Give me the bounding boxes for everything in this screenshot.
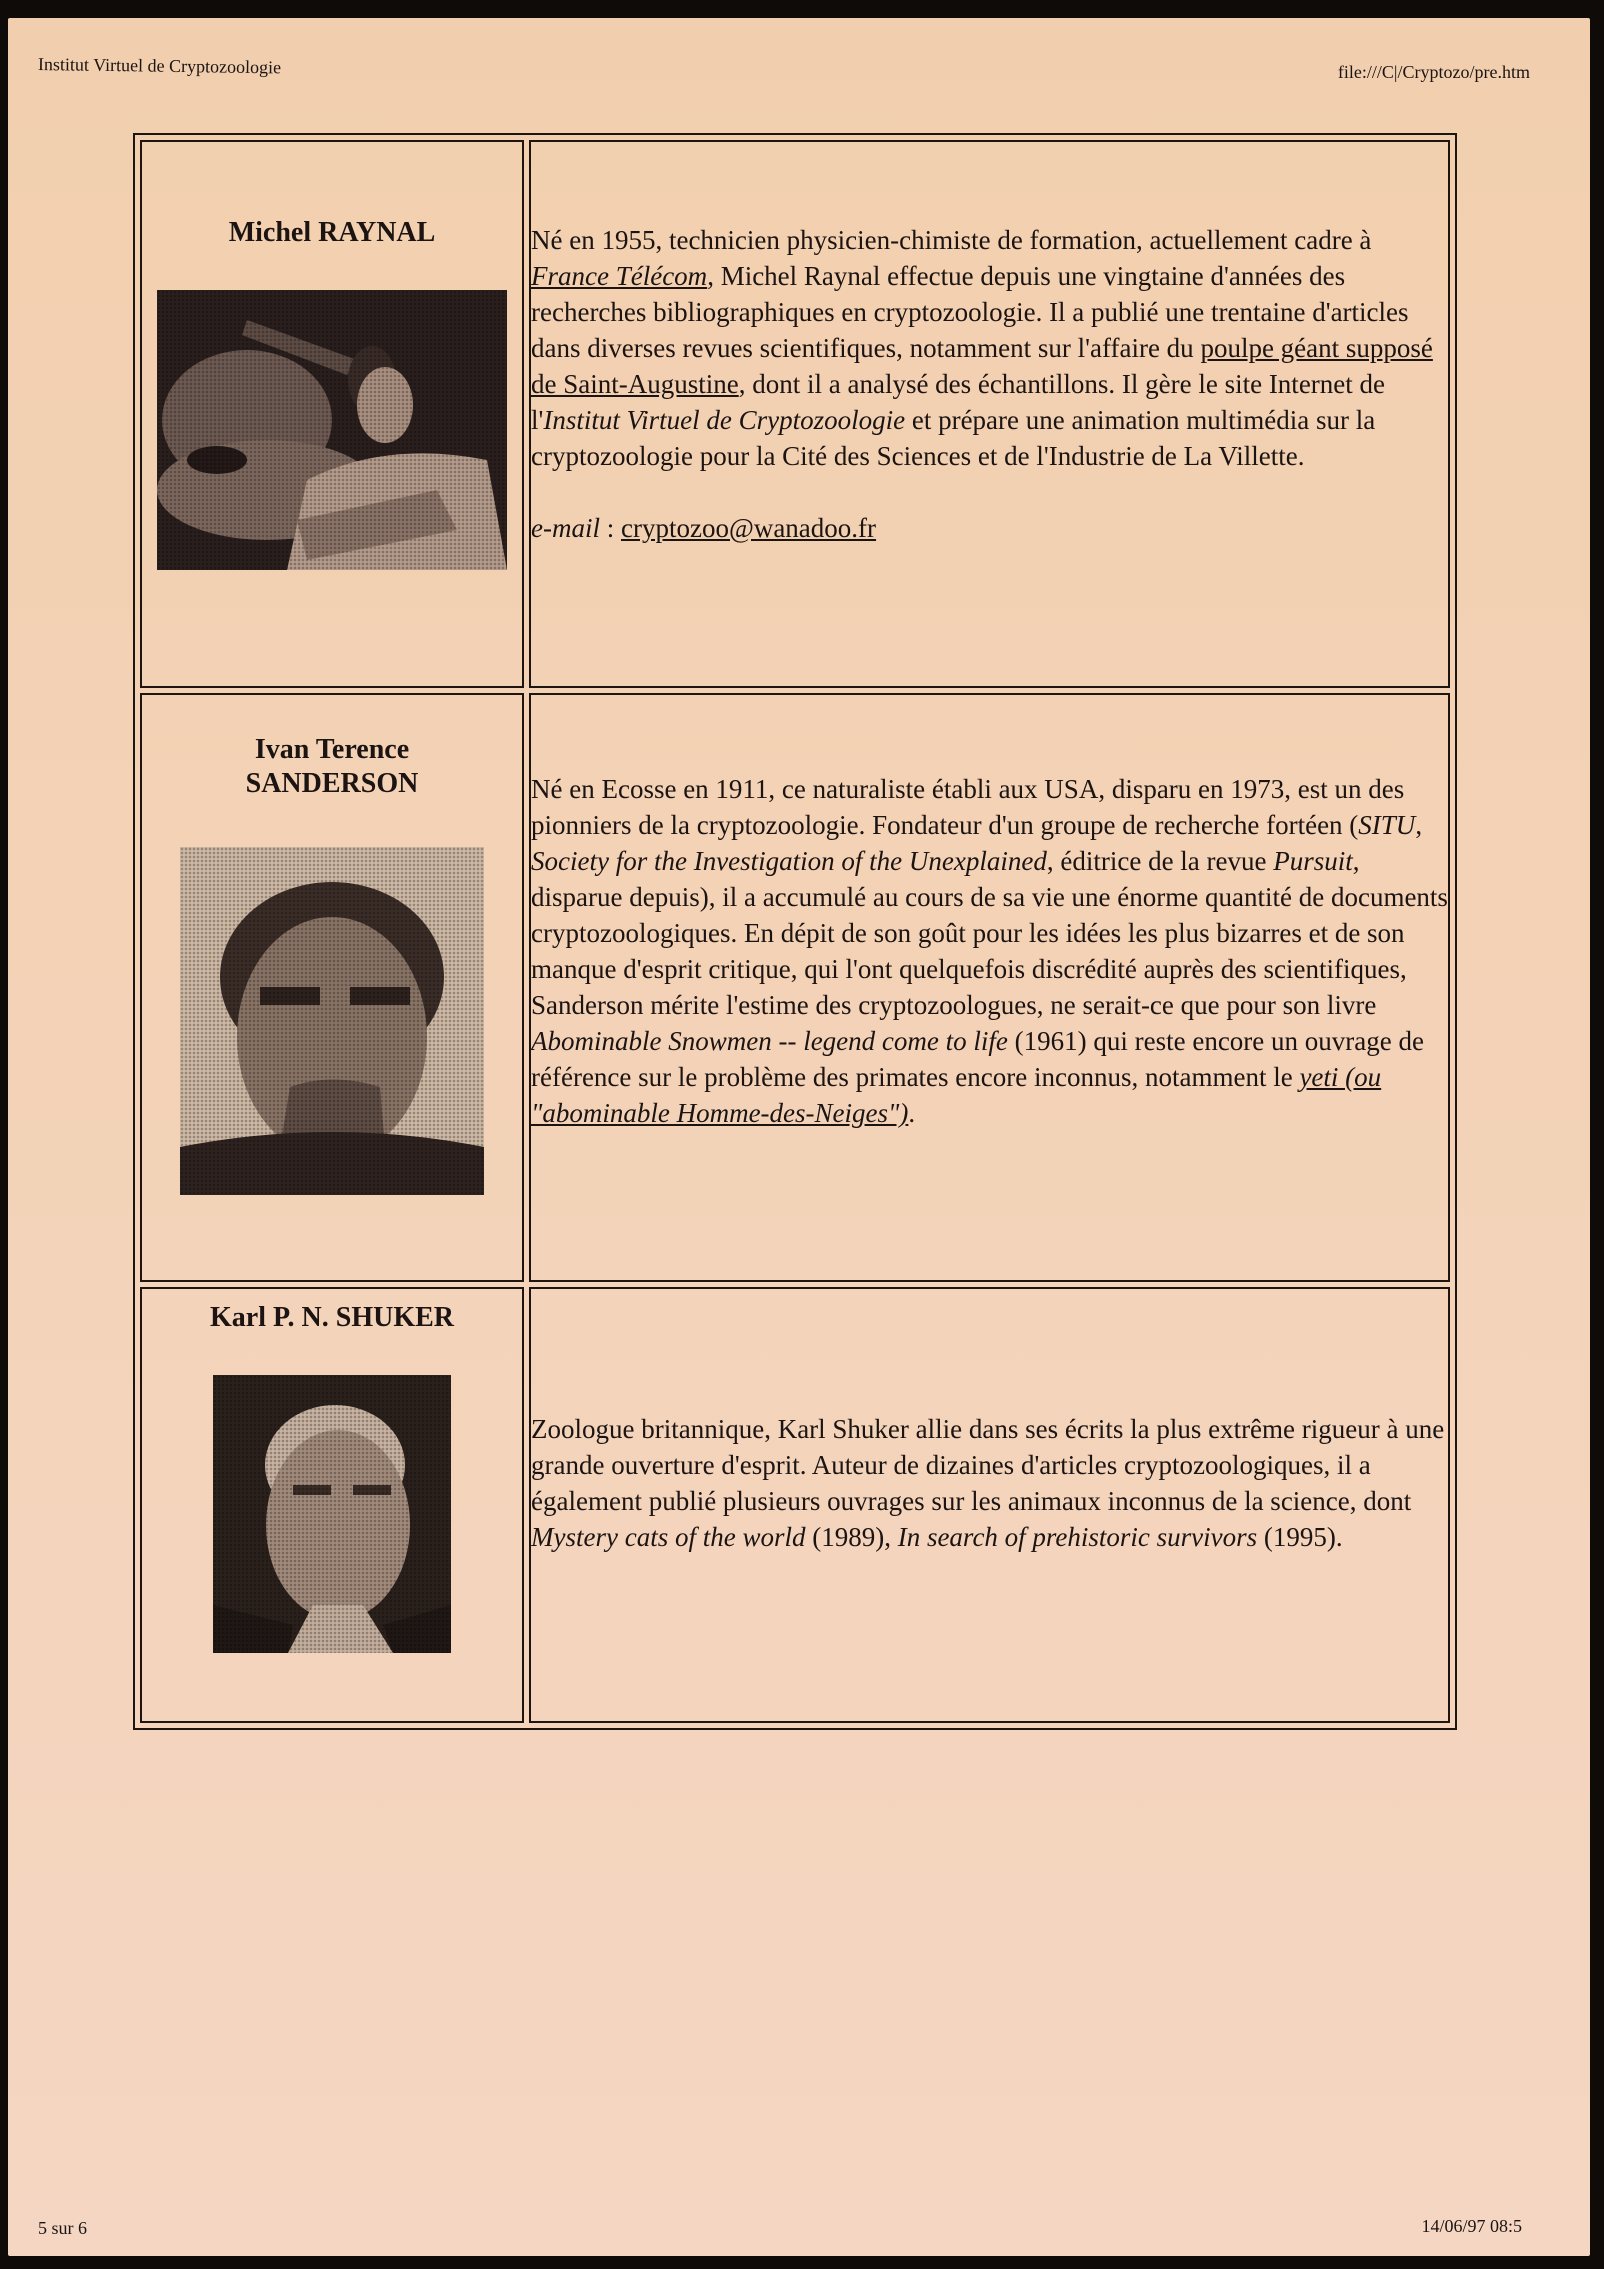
print-timestamp: 14/06/97 08:5 [1421, 2216, 1522, 2236]
bio-italic-segment: Society for the Investigation of the Unexplained [531, 846, 1047, 876]
portrait-photo-icon [180, 847, 484, 1195]
name-cell [140, 1287, 524, 1723]
portrait-photo-icon [157, 290, 507, 570]
bio-row-shuker [140, 1287, 1450, 1723]
bio-text-segment: Zoologue britannique, Karl Shuker allie dans ses écrits la plus extrême rigueur à une grande ouverture d'esprit. Auteur de dizaines d'articles cryptozoologiques, il a également publié plusieurs ouvrages sur les animaux inconnus de la science, dont [531, 1414, 1445, 1516]
person-name: Karl P. N. SHUKER [210, 1302, 454, 1333]
email-line [531, 510, 1448, 546]
site-title: Institut Virtuel de Cryptozoologie [37, 54, 282, 78]
bio-text-segment: (1961) qui reste encore un ouvrage de référence sur le problème des primates encore inconnus, notamment le [531, 1026, 1424, 1092]
bio-cell [529, 140, 1450, 688]
portrait-sanderson-graphic [180, 847, 484, 1195]
file-path: file:///C|/Cryptozo/pre.htm [1337, 62, 1530, 82]
bio-text-segment: , Michel Raynal effectue depuis une vingtaine d'années des recherches bibliographiques en cryptozoologie. Il a publié une trentaine d'articles dans diverses revues scientifiques, notamment sur l'affaire du [531, 261, 1409, 363]
bio-text-segment: (1989), [805, 1522, 898, 1552]
link-text: yeti (ou "abominable Homme-des-Neiges") [531, 1062, 1382, 1128]
bio-text-segment: , éditrice de la revue [1046, 846, 1274, 876]
page-indicator: 5 sur 6 [38, 2218, 87, 2238]
email-separator: : [599, 513, 621, 543]
bio-italic-segment: SITU [1358, 810, 1416, 840]
bio-text-segment: Né en 1955, technicien physicien-chimiste de formation, actuellement cadre à [531, 225, 1372, 255]
bio-text-segment: , [1415, 810, 1423, 840]
email-link[interactable]: cryptozoo@wanadoo.fr [621, 513, 877, 543]
bio-text-segment: , disparue depuis), il a accumulé au cours de sa vie une énorme quantité de documents cryptozoologiques. En dépit de son goût pour les idées les plus bizarres et de son manque d'esprit critique, qui l'ont quelquefois discrédité auprès des scientifiques, Sanderson mérite l'estime des cryptozoologues, ne serait-ce que pour son livre [531, 846, 1448, 1020]
person-name [142, 733, 522, 801]
bio-row-raynal [140, 140, 1450, 688]
bio-text [531, 1411, 1448, 1555]
bio-italic-segment: Mystery cats of the world [531, 1522, 806, 1552]
person-name-line1: Ivan Terence [254, 734, 410, 765]
bio-cell [529, 1287, 1450, 1723]
bio-italic-segment: Institut Virtuel de Cryptozoologie [543, 405, 906, 435]
email-label: e-mail [531, 513, 600, 543]
bio-text-segment: (1995). [1257, 1522, 1343, 1552]
link-text: France Télécom [531, 261, 708, 291]
bio-text-segment: et prépare une animation multimédia sur la cryptozoologie pour la Cité des Sciences et de l'Industrie de La Villette. [531, 405, 1376, 471]
biographies-table [133, 133, 1457, 1730]
bio-text-segment: . [908, 1098, 916, 1128]
bio-text-segment: Né en Ecosse en 1911, ce naturaliste établi aux USA, disparu en 1973, est un des pionniers de la cryptozoologie. Fondateur d'un groupe de recherche fortéen ( [531, 774, 1405, 840]
person-name-line2: SANDERSON [245, 768, 419, 799]
portrait-raynal-graphic [157, 290, 507, 570]
bio-text [531, 222, 1448, 474]
bio-text-segment: , dont il a analysé des échantillons. Il gère le site Internet de l' [531, 369, 1386, 435]
bio-text [531, 771, 1448, 1131]
portrait-shuker-graphic [213, 1375, 451, 1653]
bio-italic-segment: In search of prehistoric survivors [897, 1522, 1258, 1552]
portrait-photo-icon [213, 1375, 451, 1653]
link-poulpe-geant[interactable]: poulpe géant supposé de Saint-Augustine [531, 333, 1433, 399]
bio-italic-segment: Abominable Snowmen -- legend come to life [531, 1026, 1008, 1056]
person-name: Michel RAYNAL [228, 217, 436, 248]
name-cell [140, 140, 524, 688]
bio-cell [529, 693, 1450, 1282]
link-france-telecom[interactable] [531, 261, 707, 291]
bio-row-sanderson [140, 693, 1450, 1282]
bio-italic-segment: Pursuit [1273, 846, 1353, 876]
name-cell [140, 693, 524, 1282]
